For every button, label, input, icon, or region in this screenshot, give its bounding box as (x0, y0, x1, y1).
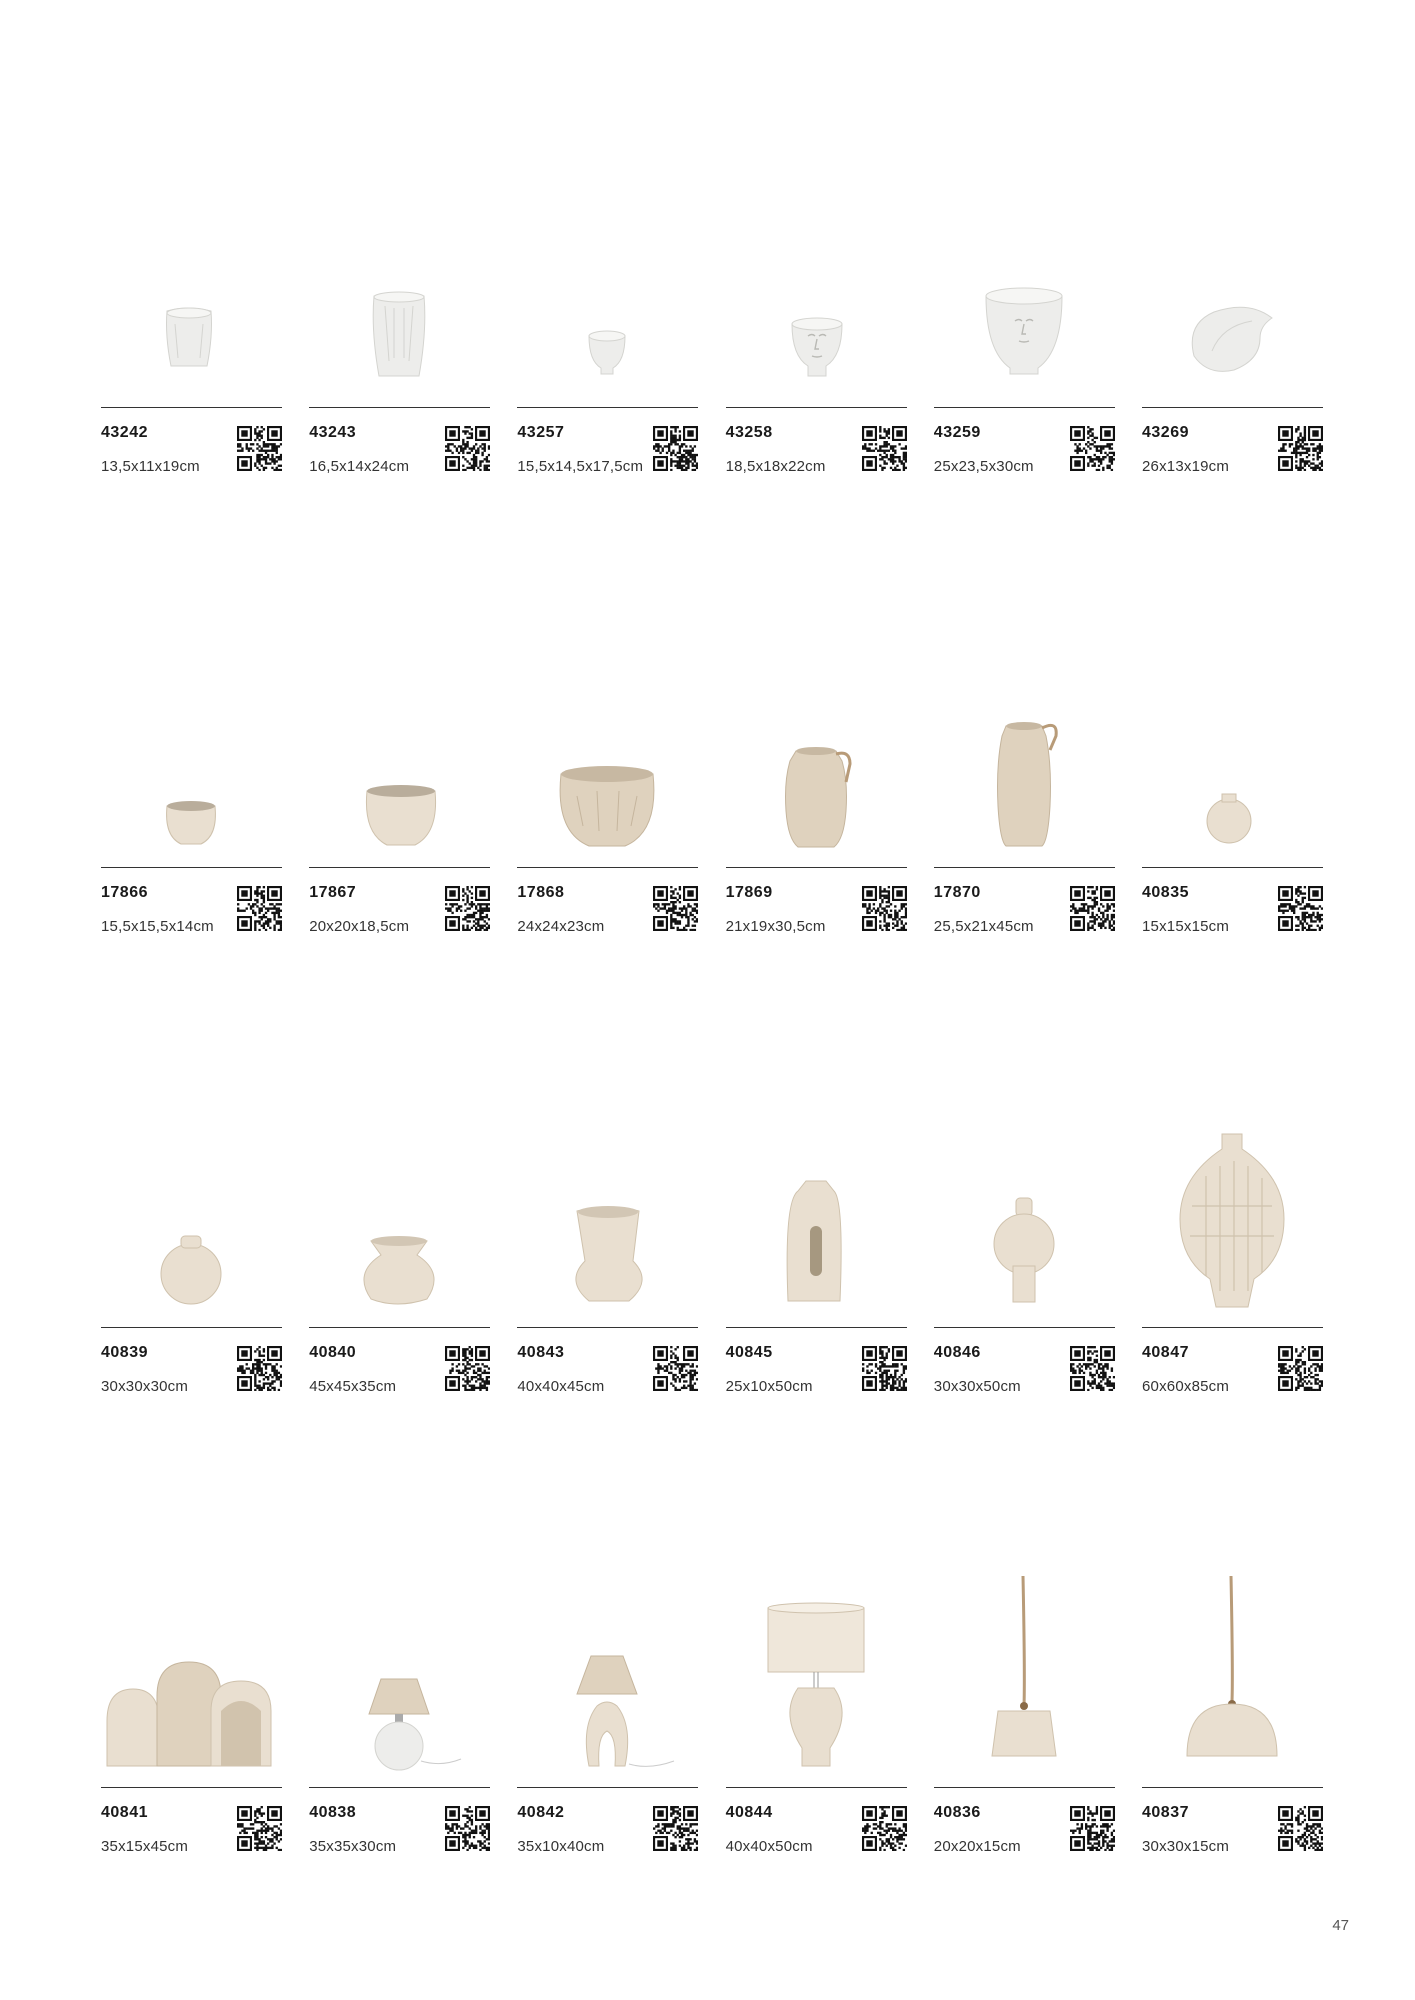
flared-vase-icon (517, 1116, 698, 1326)
divider (934, 1787, 1115, 1788)
divider (101, 867, 282, 868)
product-row (101, 1116, 1323, 1416)
divider (726, 1327, 907, 1328)
product-dimensions: 20x20x15cm (933, 1838, 1021, 1855)
shell-vase-icon (1142, 196, 1323, 406)
table-lamp-round-icon (309, 1576, 490, 1786)
qr-code-icon[interactable] (862, 1346, 907, 1391)
qr-code-icon[interactable] (653, 886, 698, 931)
divider (517, 1327, 698, 1328)
qr-code-icon[interactable] (653, 1806, 698, 1851)
product-row (101, 656, 1323, 956)
product-card (934, 196, 1115, 496)
orb-stem-vase-icon (934, 1116, 1115, 1326)
divider (517, 407, 698, 408)
product-dimensions: 20x20x18,5cm (309, 918, 410, 935)
qr-code-icon[interactable] (237, 886, 282, 931)
qr-code-icon[interactable] (237, 1346, 282, 1391)
squat-vase-icon (309, 1116, 490, 1326)
product-code: 40835 (1142, 884, 1189, 901)
product-card (1142, 656, 1323, 956)
qr-code-icon[interactable] (1070, 1346, 1115, 1391)
product-dimensions: 15,5x14,5x17,5cm (517, 458, 644, 475)
pendant-dome-icon (1142, 1576, 1323, 1786)
product-dimensions: 35x35x30cm (309, 1838, 397, 1855)
qr-code-icon[interactable] (445, 886, 490, 931)
product-dimensions: 18,5x18x22cm (725, 458, 826, 475)
product-code: 40839 (101, 1344, 148, 1361)
divider (309, 1327, 490, 1328)
product-card (101, 196, 282, 496)
qr-code-icon[interactable] (445, 1806, 490, 1851)
product-card (1142, 196, 1323, 496)
product-dimensions: 60x60x85cm (1142, 1378, 1230, 1395)
product-dimensions: 13,5x11x19cm (101, 458, 200, 475)
product-dimensions: 30x30x50cm (933, 1378, 1021, 1395)
product-card (726, 1116, 907, 1416)
divider (309, 1787, 490, 1788)
pendant-small-icon (934, 1576, 1115, 1786)
product-card (309, 656, 490, 956)
product-code: 17868 (517, 884, 565, 901)
product-code: 17866 (101, 884, 148, 901)
qr-code-icon[interactable] (1278, 886, 1323, 931)
qr-code-icon[interactable] (653, 426, 698, 471)
divider (726, 867, 907, 868)
product-dimensions: 26x13x19cm (1142, 458, 1230, 475)
divider (309, 867, 490, 868)
product-card (101, 1116, 282, 1416)
qr-code-icon[interactable] (1278, 426, 1323, 471)
product-dimensions: 15x15x15cm (1142, 918, 1230, 935)
product-card (101, 656, 282, 956)
divider (517, 867, 698, 868)
product-dimensions: 15,5x15,5x14cm (101, 918, 214, 935)
divider (726, 1787, 907, 1788)
product-code: 40836 (933, 1804, 981, 1821)
page-number: 47 (1332, 1917, 1349, 1934)
product-card (517, 1576, 698, 1876)
round-vase-icon (101, 1116, 282, 1326)
product-code: 40842 (517, 1804, 565, 1821)
product-code: 43243 (309, 424, 357, 441)
product-card (1142, 1116, 1323, 1416)
arch-shelves-icon (101, 1576, 282, 1786)
face-pot-icon (726, 196, 907, 406)
product-code: 17870 (933, 884, 981, 901)
divider (1142, 1327, 1323, 1328)
qr-code-icon[interactable] (862, 1806, 907, 1851)
face-pot-small-icon (517, 196, 698, 406)
product-code: 40846 (933, 1344, 981, 1361)
product-dimensions: 35x10x40cm (517, 1838, 605, 1855)
divider (101, 1787, 282, 1788)
qr-code-icon[interactable] (445, 1346, 490, 1391)
product-card (309, 196, 490, 496)
product-dimensions: 16,5x14x24cm (309, 458, 410, 475)
product-card (934, 656, 1115, 956)
product-dimensions: 30x30x30cm (101, 1378, 189, 1395)
divider (934, 1327, 1115, 1328)
product-code: 40847 (1142, 1344, 1189, 1361)
product-code: 43259 (933, 424, 981, 441)
product-card (517, 1116, 698, 1416)
table-lamp-sculpt-icon (517, 1576, 698, 1786)
divider (517, 1787, 698, 1788)
qr-code-icon[interactable] (445, 426, 490, 471)
product-code: 43269 (1142, 424, 1189, 441)
product-dimensions: 24x24x23cm (517, 918, 605, 935)
product-dimensions: 35x15x45cm (101, 1838, 189, 1855)
qr-code-icon[interactable] (237, 1806, 282, 1851)
product-code: 40845 (725, 1344, 773, 1361)
product-code: 40837 (1142, 1804, 1189, 1821)
product-card (309, 1116, 490, 1416)
divider (1142, 1787, 1323, 1788)
table-lamp-large-icon (726, 1576, 907, 1786)
product-card (517, 196, 698, 496)
product-code: 40841 (101, 1804, 148, 1821)
product-code: 40838 (309, 1804, 357, 1821)
product-code: 17869 (725, 884, 773, 901)
product-card (309, 1576, 490, 1876)
product-card (1142, 1576, 1323, 1876)
bowl-pot-large-icon (517, 656, 698, 866)
divider (1142, 867, 1323, 868)
product-dimensions: 25x23,5x30cm (933, 458, 1034, 475)
qr-code-icon[interactable] (862, 426, 907, 471)
qr-code-icon[interactable] (1070, 886, 1115, 931)
qr-code-icon[interactable] (1278, 1346, 1323, 1391)
product-dimensions: 40x40x45cm (517, 1378, 605, 1395)
product-dimensions: 21x19x30,5cm (725, 918, 826, 935)
qr-code-icon[interactable] (653, 1346, 698, 1391)
product-dimensions: 40x40x50cm (725, 1838, 813, 1855)
product-code: 40840 (309, 1344, 357, 1361)
qr-code-icon[interactable] (1070, 426, 1115, 471)
product-dimensions: 30x30x15cm (1142, 1838, 1230, 1855)
product-dimensions: 45x45x35cm (309, 1378, 397, 1395)
divider (309, 407, 490, 408)
jug-icon (726, 656, 907, 866)
product-dimensions: 25x10x50cm (725, 1378, 813, 1395)
qr-code-icon[interactable] (1278, 1806, 1323, 1851)
bowl-pot-icon (309, 656, 490, 866)
product-card (101, 1576, 282, 1876)
product-code: 17867 (309, 884, 357, 901)
product-code: 43257 (517, 424, 565, 441)
product-card (934, 1576, 1115, 1876)
face-pot-large-icon (934, 196, 1115, 406)
bowl-pot-small-icon (101, 656, 282, 866)
product-row (101, 1576, 1323, 1876)
product-card (726, 1576, 907, 1876)
product-code: 43258 (725, 424, 773, 441)
product-card (517, 656, 698, 956)
face-vase-hands-small-icon (101, 196, 282, 406)
divider (1142, 407, 1323, 408)
round-vase-small-icon (1142, 656, 1323, 866)
product-card (726, 656, 907, 956)
qr-code-icon[interactable] (862, 886, 907, 931)
product-card (726, 196, 907, 496)
qr-code-icon[interactable] (237, 426, 282, 471)
qr-code-icon[interactable] (1070, 1806, 1115, 1851)
product-row (101, 196, 1323, 496)
product-code: 40844 (725, 1804, 773, 1821)
product-code: 40843 (517, 1344, 565, 1361)
face-vase-hands-icon (309, 196, 490, 406)
loop-vase-icon (726, 1116, 907, 1326)
tall-jug-icon (934, 656, 1115, 866)
divider (101, 407, 282, 408)
divider (101, 1327, 282, 1328)
carved-urn-icon (1142, 1116, 1323, 1326)
product-code: 43242 (101, 424, 148, 441)
product-dimensions: 25,5x21x45cm (933, 918, 1034, 935)
divider (934, 407, 1115, 408)
product-card (934, 1116, 1115, 1416)
divider (726, 407, 907, 408)
divider (934, 867, 1115, 868)
